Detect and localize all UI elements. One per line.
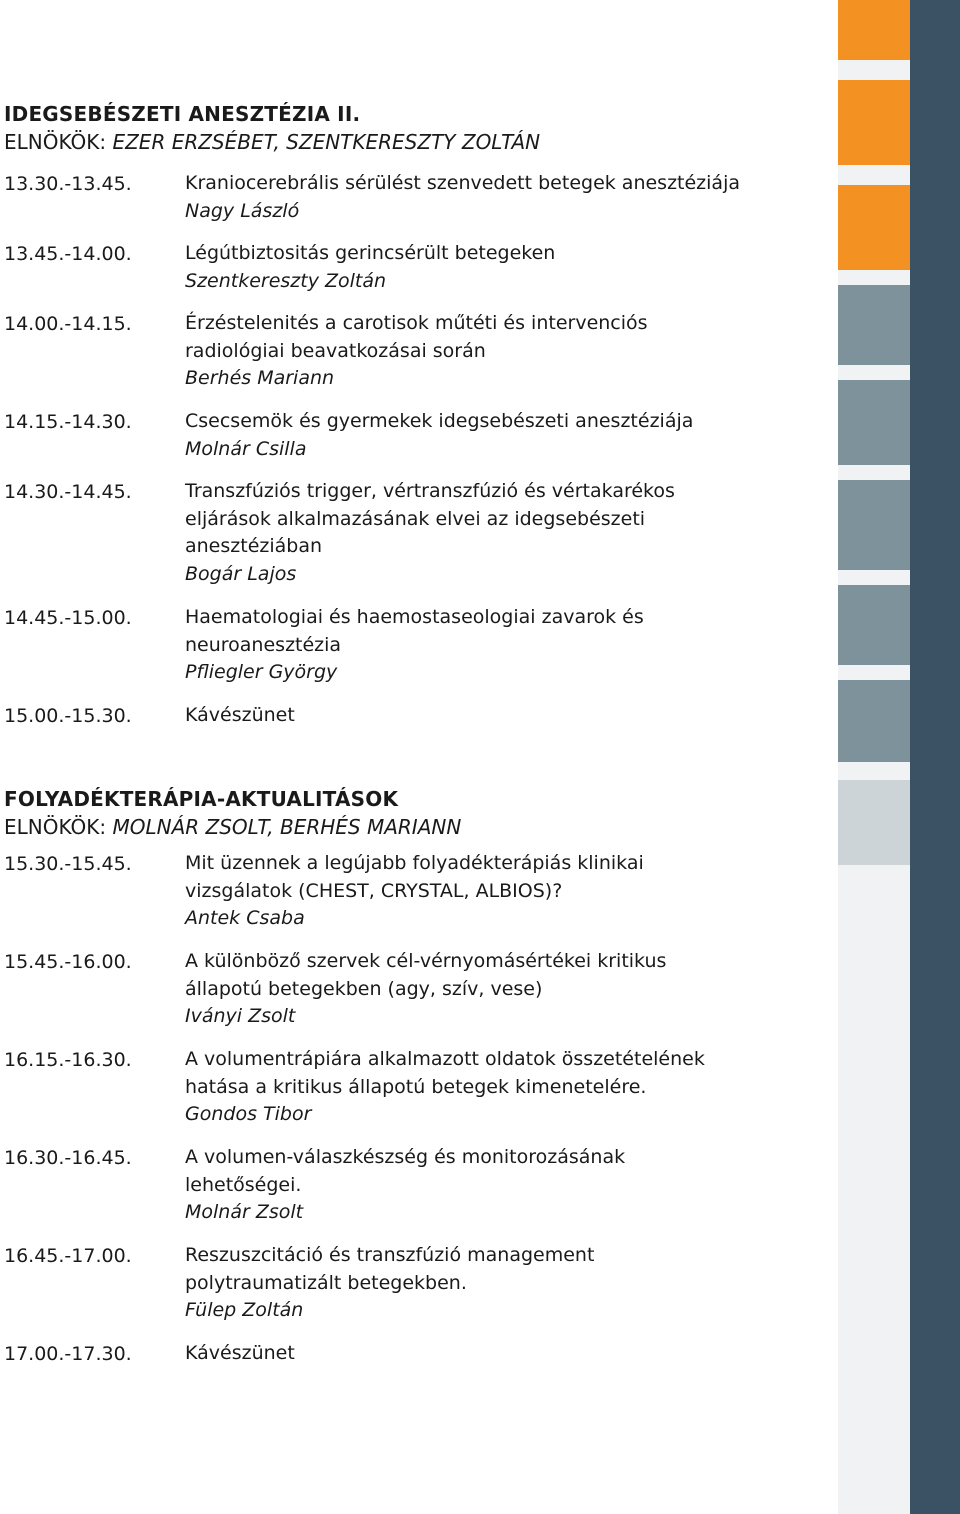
session-chairs — [4, 813, 824, 841]
orange-block — [838, 185, 910, 270]
item-time: 15.45.-16.00. — [4, 951, 132, 973]
talk-title: eljárások alkalmazásának elvei az idegsebészeti — [185, 507, 646, 530]
talk-title: A volumentrápiára alkalmazott oldatok összetételének — [185, 1048, 705, 1070]
item-time: 17.00.-17.30. — [4, 1343, 132, 1365]
session-chairs — [4, 128, 824, 156]
speaker-name: Molnár Zsolt — [185, 1201, 304, 1223]
talk-title: neuroanesztézia — [185, 633, 342, 656]
dark-vertical-band — [910, 0, 960, 1514]
item-time: 14.15.-14.30. — [4, 411, 132, 433]
talk-title: Érzéstelenités a carotisok műtéti és intervenciós — [185, 312, 648, 334]
slate-block — [838, 680, 910, 762]
speaker-name: Berhés Mariann — [185, 367, 335, 389]
session-header — [4, 785, 824, 841]
talk-title: vizsgálatok (CHEST, CRYSTAL, ALBIOS)? — [185, 879, 563, 902]
chairs-names: MOLNÁR ZSOLT, BERHÉS MARIANN — [112, 815, 462, 839]
talk-title: radiológiai beavatkozásai során — [185, 339, 486, 362]
item-time: 14.00.-14.15. — [4, 313, 132, 335]
talk-title: Kraniocerebrális sérülést szenvedett betegek anesztéziája — [185, 172, 740, 194]
session-title: FOLYADÉKTERÁPIA-AKTUALITÁSOK — [4, 787, 399, 811]
session-header — [4, 100, 824, 156]
light-block — [838, 780, 910, 865]
chairs-names: EZER ERZSÉBET, SZENTKERESZTY ZOLTÁN — [112, 130, 541, 154]
talk-title: állapotú betegekben (agy, szív, vese) — [185, 977, 543, 1000]
talk-title: Reszuszcitáció és transzfúzió management — [185, 1244, 595, 1266]
orange-block — [838, 80, 910, 165]
slate-block — [838, 480, 910, 570]
talk-title: Transzfúziós trigger, vértranszfúzió és vértakarékos — [185, 480, 675, 502]
item-time: 14.45.-15.00. — [4, 607, 132, 629]
item-time: 16.45.-17.00. — [4, 1245, 132, 1267]
item-time: 13.30.-13.45. — [4, 173, 132, 195]
speaker-name: Szentkereszty Zoltán — [185, 269, 387, 292]
chairs-label: ELNÖKÖK: — [4, 815, 107, 839]
slate-block — [838, 285, 910, 365]
talk-title: Csecsemök és gyermekek idegsebészeti anesztéziája — [185, 410, 694, 432]
talk-title: anesztéziában — [185, 535, 323, 557]
orange-block — [838, 0, 910, 60]
speaker-name: Iványi Zsolt — [185, 1005, 296, 1027]
talk-title: lehetőségei. — [185, 1173, 302, 1196]
speaker-name: Pfliegler György — [185, 661, 338, 683]
talk-title: A volumen-válaszkészség és monitorozásának — [185, 1146, 626, 1168]
speaker-name: Molnár Csilla — [185, 437, 307, 460]
speaker-name: Fülep Zoltán — [185, 1299, 304, 1321]
talk-title: Légútbiztositás gerincsérült betegeken — [185, 242, 556, 264]
speaker-name: Bogár Lajos — [185, 562, 297, 585]
break-label: Kávészünet — [185, 704, 295, 726]
talk-title: polytraumatizált betegekben. — [185, 1271, 467, 1294]
talk-title: Haematologiai és haemostaseologiai zavarok és — [185, 606, 644, 628]
chairs-label: ELNÖKÖK: — [4, 130, 107, 154]
item-time: 16.15.-16.30. — [4, 1049, 132, 1071]
item-time: 14.30.-14.45. — [4, 481, 132, 503]
speaker-name: Antek Csaba — [185, 907, 305, 929]
talk-title: A különböző szervek cél-vérnyomásértékei kritikus — [185, 950, 667, 972]
break-label: Kávészünet — [185, 1342, 295, 1364]
item-time: 16.30.-16.45. — [4, 1147, 132, 1169]
talk-title: Mit üzennek a legújabb folyadékterápiás klinikai — [185, 852, 644, 874]
slate-block — [838, 380, 910, 465]
speaker-name: Nagy László — [185, 199, 300, 222]
slate-block — [838, 585, 910, 665]
speaker-name: Gondos Tibor — [185, 1103, 312, 1125]
talk-title: hatása a kritikus állapotú betegek kimenetelére. — [185, 1075, 647, 1098]
item-time: 13.45.-14.00. — [4, 243, 132, 265]
item-time: 15.30.-15.45. — [4, 853, 132, 875]
session-title: IDEGSEBÉSZETI ANESZTÉZIA II. — [4, 102, 361, 126]
item-time: 15.00.-15.30. — [4, 705, 132, 727]
